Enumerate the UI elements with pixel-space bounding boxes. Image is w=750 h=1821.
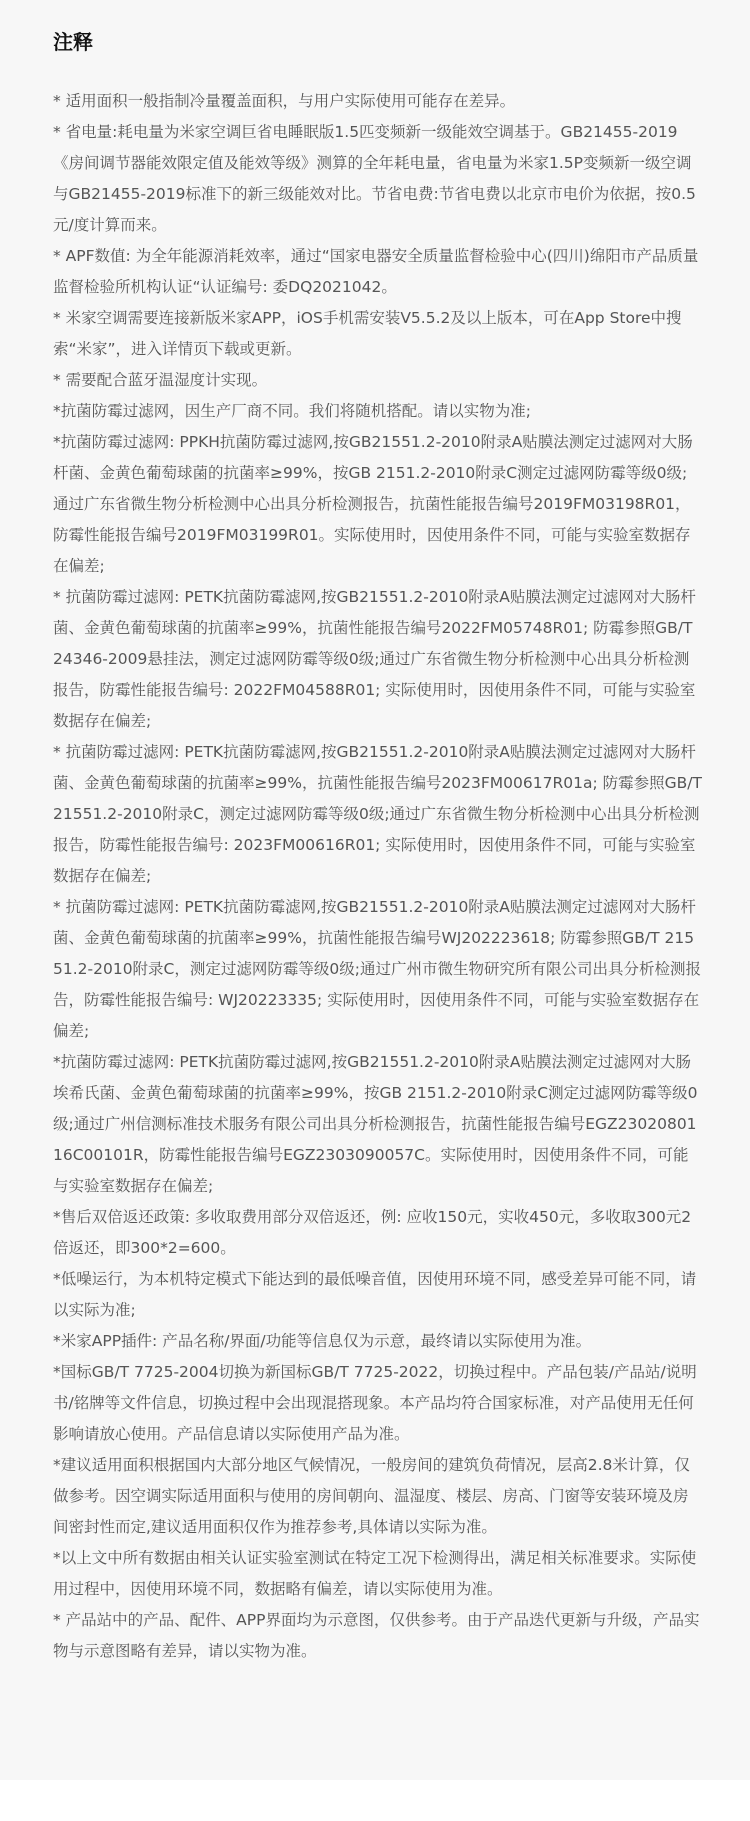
notes-list: [53, 86, 702, 1667]
note-item: *抗菌防霉过滤网: PPKH抗菌防霉过滤网,按GB21551.2-2010附录A贴膜法测定过滤网对大肠杆菌、金黄色葡萄球菌的抗菌率≥99%，按GB 2151.2-2010附录C测定过滤网防霉等级0级;通过广东省微生物分析检测中心出具分析检测报告，抗菌性能报告编号2019FM03198R01，防霉性能报告编号2019FM03199R01。实际使用时，因使用条件不同，可能与实验室数据存在偏差;: [53, 433, 693, 575]
note-item: * 抗菌防霉过滤网: PETK抗菌防霉滤网,按GB21551.2-2010附录A贴膜法测定过滤网对大肠杆菌、金黄色葡萄球菌的抗菌率≥99%，抗菌性能报告编号2023FM00617R01a; 防霉参照GB/T 21551.2-2010附录C，测定过滤网防霉等级0级;通过广东省微生物分析检测中心出具分析检测报告，防霉性能报告编号: 2023FM00616R01; 实际使用时，因使用条件不同，可能与实验室数据存在偏差;: [53, 743, 702, 885]
note-item: * 产品站中的产品、配件、APP界面均为示意图，仅供参考。由于产品迭代更新与升级，产品实物与示意图略有差异，请以实物为准。: [53, 1611, 700, 1660]
bottom-spacer: [0, 1780, 750, 1821]
note-item: *售后双倍返还政策: 多收取费用部分双倍返还，例: 应收150元，实收450元，多收取300元2倍返还，即300*2=600。: [53, 1208, 692, 1257]
note-item: * 省电量:耗电量为米家空调巨省电睡眠版1.5匹变频新一级能效空调基于。GB21455-2019《房间调节器能效限定值及能效等级》测算的全年耗电量，省电量为米家1.5P变频新一级空调与GB21455-2019标准下的新三级能效对比。节省电费:节省电费以北京市电价为依据，按0.5元/度计算而来。: [53, 123, 696, 234]
note-item: *以上文中所有数据由相关认证实验室测试在特定工况下检测得出，满足相关标准要求。实际使用过程中，因使用环境不同，数据略有偏差，请以实际使用为准。: [53, 1549, 697, 1598]
note-item: *抗菌防霉过滤网，因生产厂商不同。我们将随机搭配。请以实物为准;: [53, 402, 531, 420]
note-item: *米家APP插件: 产品名称/界面/功能等信息仅为示意，最终请以实际使用为准。: [53, 1332, 592, 1350]
note-item: *低噪运行，为本机特定模式下能达到的最低噪音值，因使用环境不同，感受差异可能不同，请以实际为准;: [53, 1270, 697, 1319]
note-item: *建议适用面积根据国内大部分地区气候情况，一般房间的建筑负荷情况，层高2.8米计算，仅做参考。因空调实际适用面积与使用的房间朝向、温湿度、楼层、房高、门窗等安装环境及房间密封性而定,建议适用面积仅作为推荐参考,具体请以实际为准。: [53, 1456, 690, 1536]
note-item: *国标GB/T 7725-2004切换为新国标GB/T 7725-2022，切换过程中。产品包装/产品站/说明书/铭牌等文件信息，切换过程中会出现混搭现象。本产品均符合国家标准，对产品使用无任何影响请放心使用。产品信息请以实际使用产品为准。: [53, 1363, 697, 1443]
note-item: * 适用面积一般指制冷量覆盖面积，与用户实际使用可能存在差异。: [53, 92, 516, 110]
note-item: * APF数值: 为全年能源消耗效率，通过“国家电器安全质量监督检验中心(四川)绵阳市产品质量监督检验所机构认证“认证编号: 委DQ2021042。: [53, 247, 699, 296]
note-item: *抗菌防霉过滤网: PETK抗菌防霉过滤网,按GB21551.2-2010附录A贴膜法测定过滤网对大肠埃希氏菌、金黄色葡萄球菌的抗菌率≥99%，按GB 2151.2-2010附录C测定过滤网防霉等级0级;通过广州信测标准技术服务有限公司出具分析检测报告，抗菌性能报告编号EGZ2302080116C00101R，防霉性能报告编号EGZ2303090057C。实际使用时，因使用条件不同，可能与实验室数据存在偏差;: [53, 1053, 698, 1195]
note-item: * 需要配合蓝牙温湿度计实现。: [53, 371, 268, 389]
note-item: * 抗菌防霉过滤网: PETK抗菌防霉滤网,按GB21551.2-2010附录A贴膜法测定过滤网对大肠杆菌、金黄色葡萄球菌的抗菌率≥99%，抗菌性能报告编号2022FM05748R01; 防霉参照GB/T 24346-2009悬挂法，测定过滤网防霉等级0级;通过广东省微生物分析检测中心出具分析检测报告，防霉性能报告编号: 2022FM04588R01; 实际使用时，因使用条件不同，可能与实验室数据存在偏差;: [53, 588, 696, 730]
page-title: 注释: [53, 30, 93, 54]
note-item: * 米家空调需要连接新版米家APP，iOS手机需安装V5.5.2及以上版本，可在App Store中搜索“米家”，进入详情页下载或更新。: [53, 309, 682, 358]
note-item: * 抗菌防霉过滤网: PETK抗菌防霉滤网,按GB21551.2-2010附录A贴膜法测定过滤网对大肠杆菌、金黄色葡萄球菌的抗菌率≥99%，抗菌性能报告编号WJ202223618; 防霉参照GB/T 21551.2-2010附录C，测定过滤网防霉等级0级;通过广州市微生物研究所有限公司出具分析检测报告，防霉性能报告编号: WJ20223335; 实际使用时，因使用条件不同，可能与实验室数据存在偏差;: [53, 898, 701, 1040]
